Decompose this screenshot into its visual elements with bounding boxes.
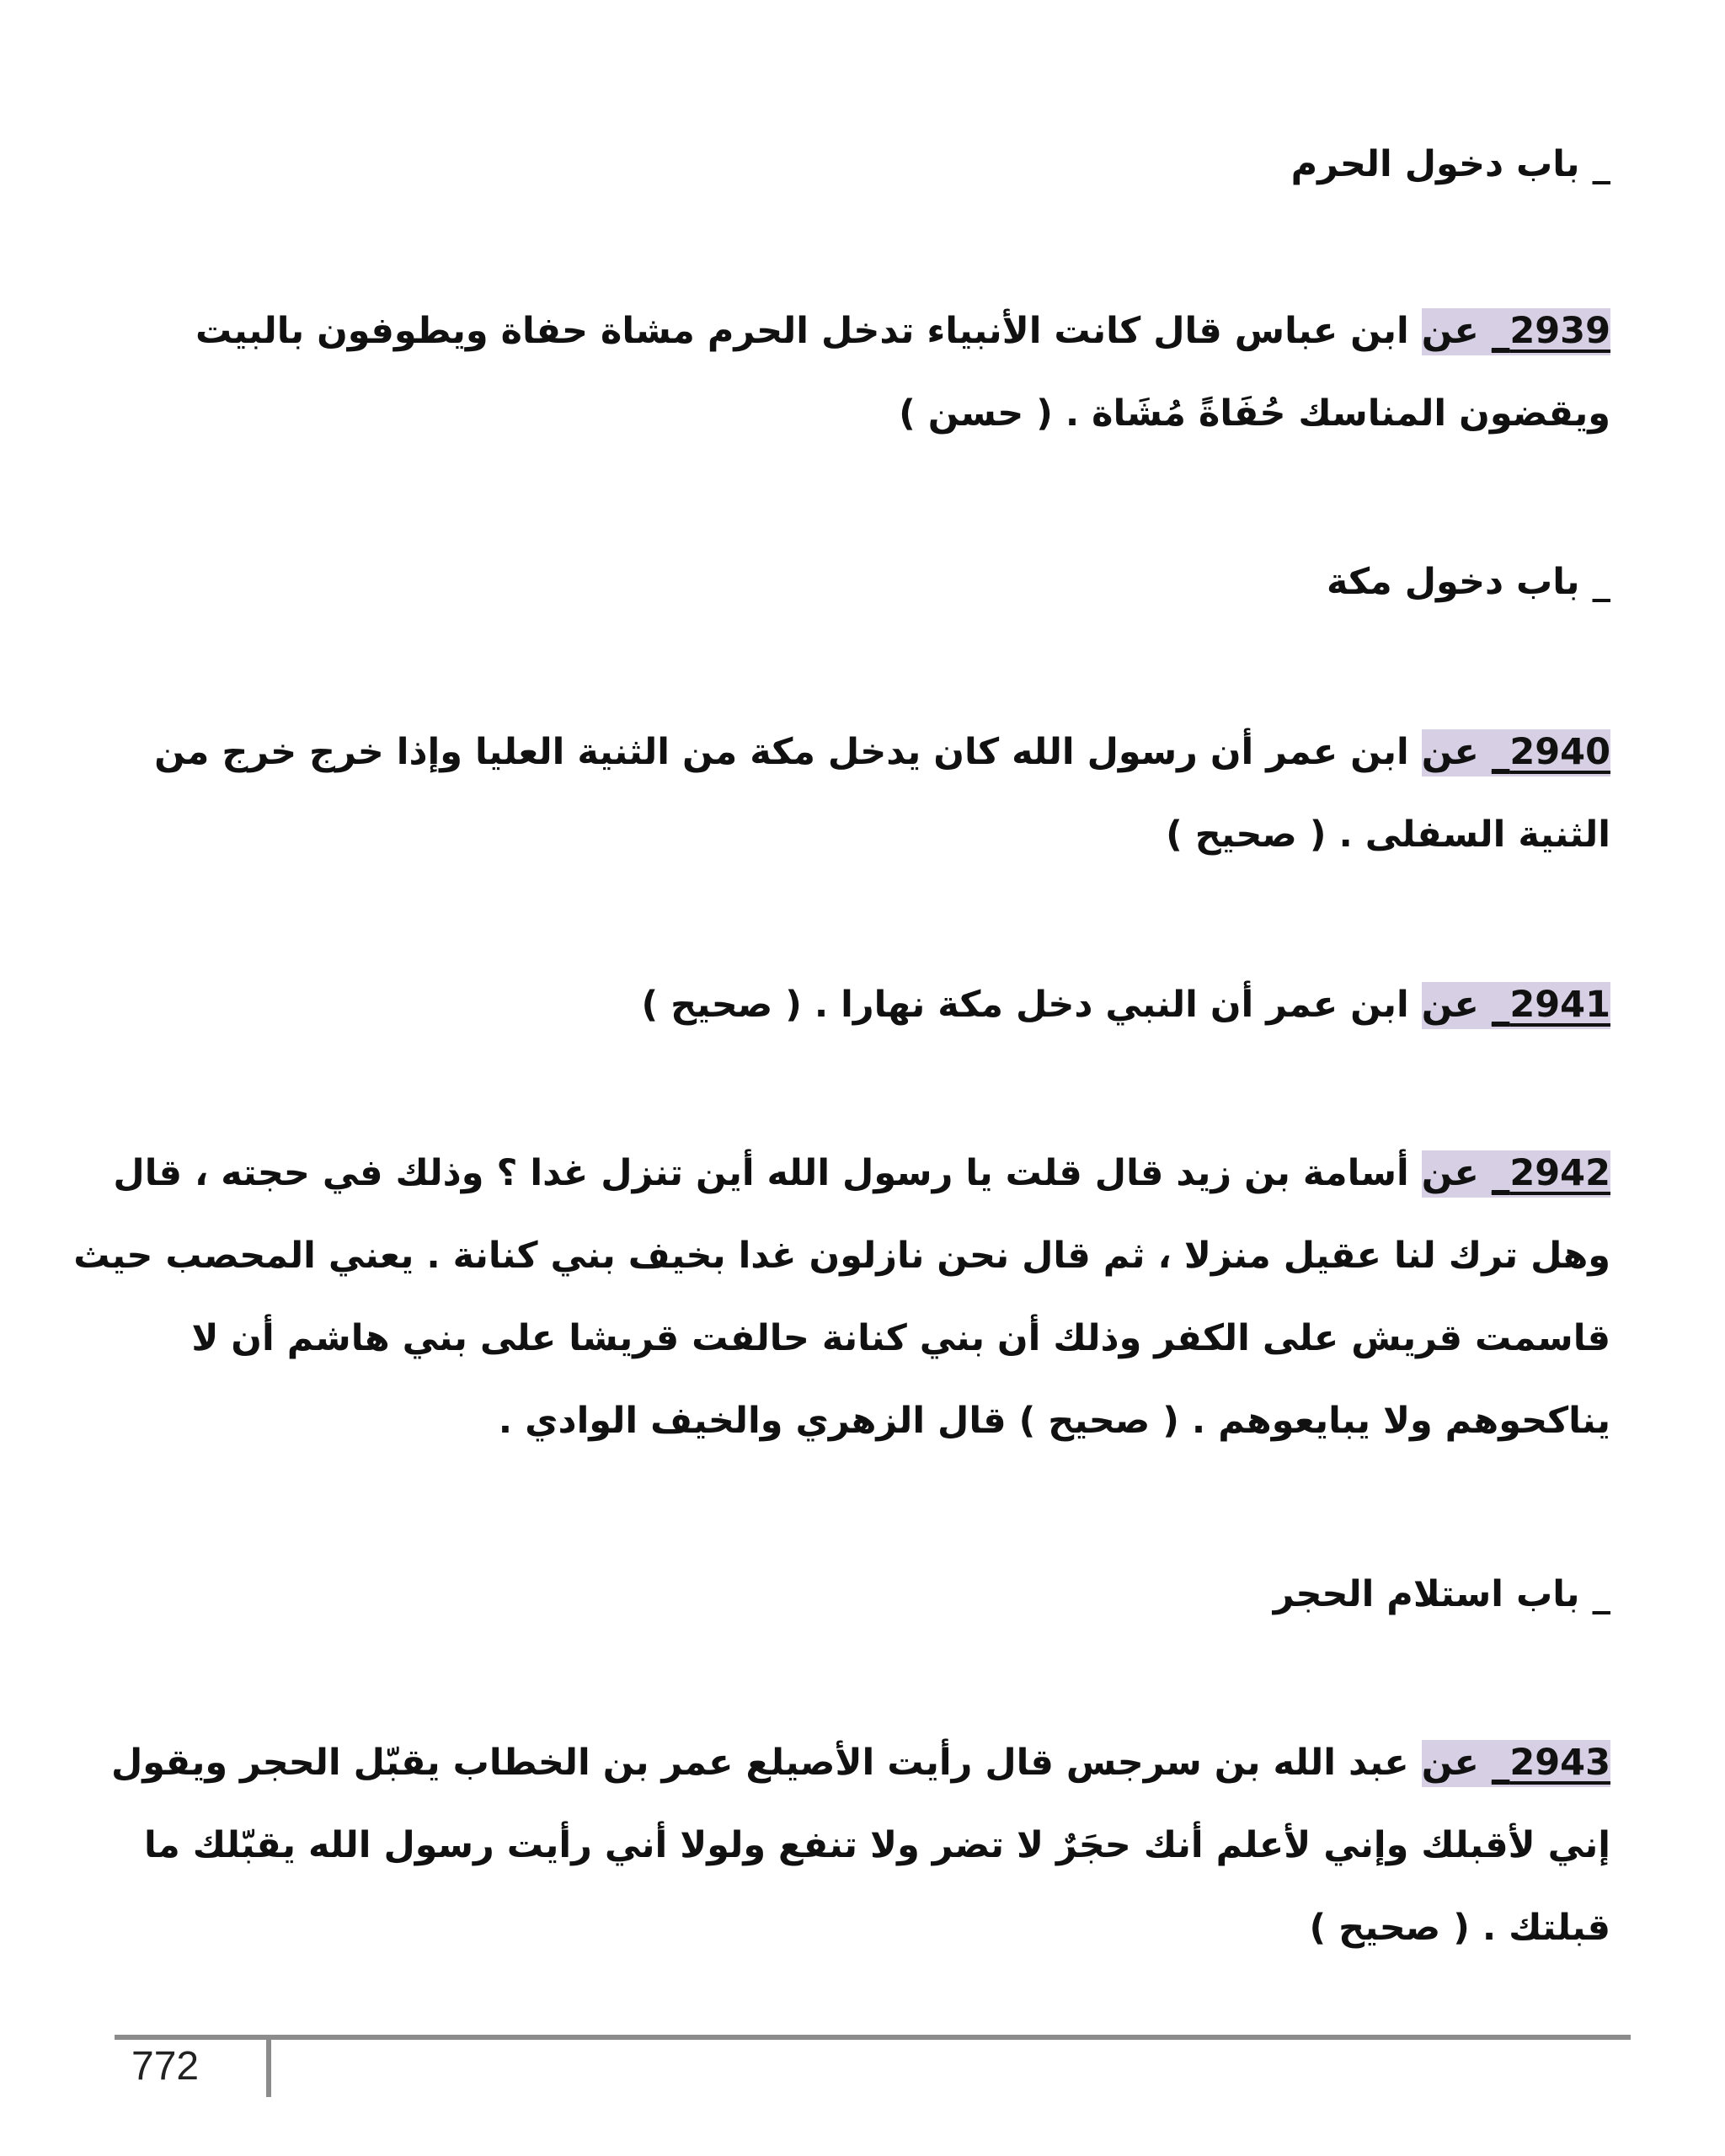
footer-rule xyxy=(115,2035,1631,2040)
hadith-text: ابن عمر أن رسول الله كان يدخل مكة من الثنية العليا وإذا خرج خرج من الثنية السفلى . ( صحيح ) xyxy=(154,731,1610,856)
hadith-text: أسامة بن زيد قال قلت يا رسول الله أين تنزل غدا ؟ وذلك في حجته ، قال وهل ترك لنا عقيل منزلا ، ثم قال نحن نازلون غدا بخيف بني كنانة . يعني المحصب حيث قاسمت قريش على الكفر وذلك أن بني كنانة حالفت قريشا على بني هاشم أن لا يناكحوهم ولا يبايعوهم . ( صحيح ) قال الزهري والخيف الوادي . xyxy=(73,1152,1610,1442)
heading-bab-dukhul-makkah: _ باب دخول مكة xyxy=(1327,561,1610,603)
hadith-number-marker: 2941_ عن xyxy=(1422,982,1610,1029)
heading-bab-istilam-al-hajar: _ باب استلام الحجر xyxy=(1273,1573,1610,1615)
hadith-number-marker: 2939_ عن xyxy=(1422,308,1610,355)
hadith-2942 xyxy=(69,1132,1610,1462)
footer-divider-tick xyxy=(266,2035,271,2097)
hadith-text: عبد الله بن سرجس قال رأيت الأصيلع عمر بن الخطاب يقبّل الحجر ويقول إني لأقبلك وإني لأعلم أنك حجَرٌ لا تضر ولا تنفع ولولا أني رأيت رسول الله يقبّلك ما قبلتك . ( صحيح ) xyxy=(110,1742,1610,1949)
hadith-number-marker: 2942_ عن xyxy=(1422,1150,1610,1198)
hadith-number-marker: 2940_ عن xyxy=(1422,729,1610,776)
hadith-number-marker: 2943_ عن xyxy=(1422,1740,1610,1787)
hadith-2943 xyxy=(69,1721,1610,1969)
hadith-text: ابن عمر أن النبي دخل مكة نهارا . ( صحيح ) xyxy=(641,984,1409,1026)
hadith-2940 xyxy=(69,711,1610,876)
page-number: 772 xyxy=(131,2044,200,2089)
hadith-text: ابن عباس قال كانت الأنبياء تدخل الحرم مشاة حفاة ويطوفون بالبيت ويقضون المناسك حُفَاةً مُشَاة . ( حسن ) xyxy=(195,310,1610,435)
hadith-2939 xyxy=(69,290,1610,455)
heading-bab-dukhul-al-haram: _ باب دخول الحرم xyxy=(1290,143,1610,185)
hadith-2941 xyxy=(69,963,1610,1046)
